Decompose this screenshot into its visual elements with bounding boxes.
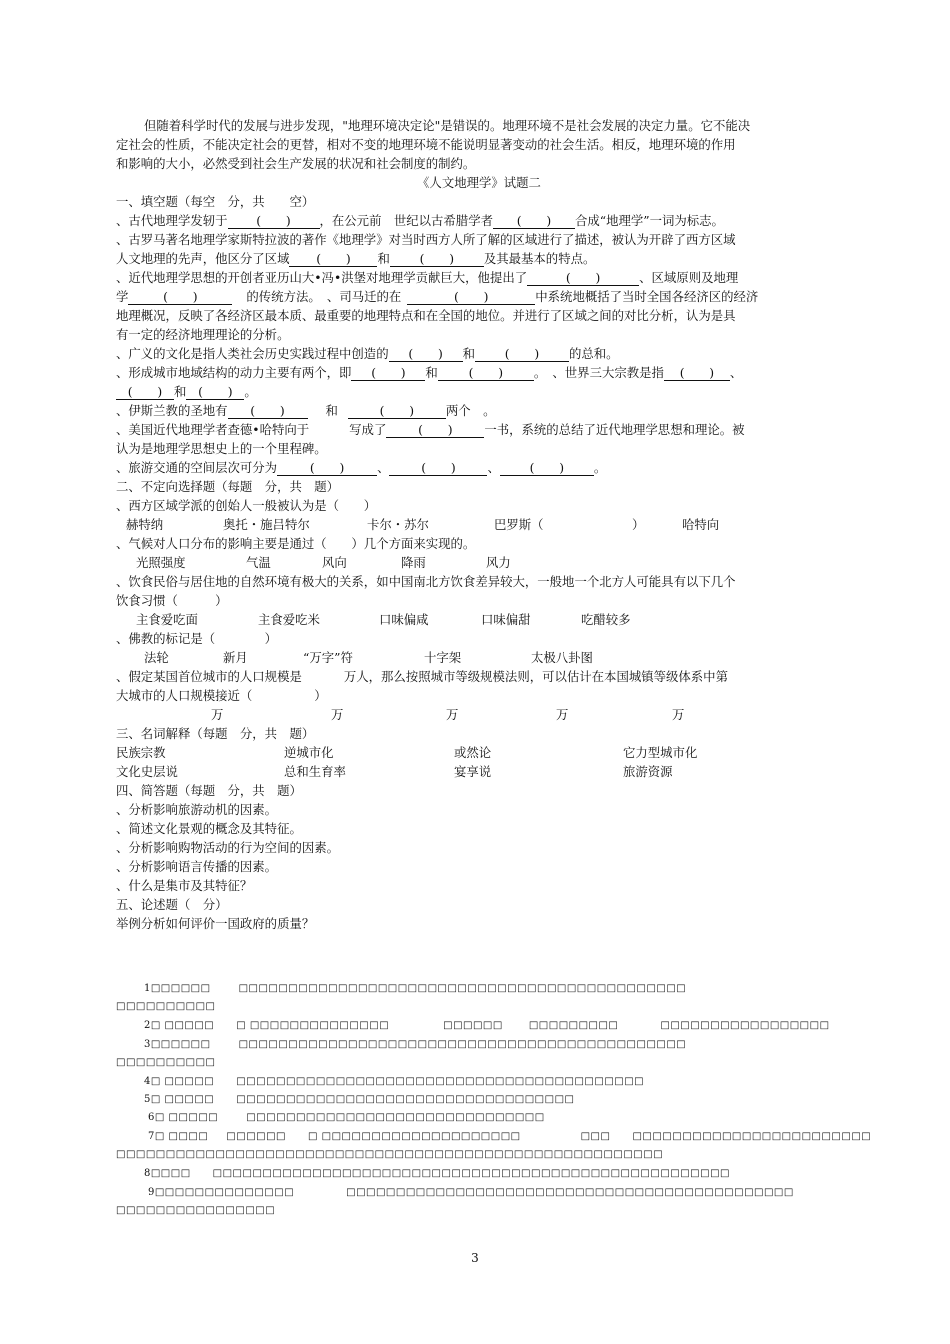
fill-question-8: 、旅游交通的空间层次可分为 ( ) 、 ( ) 、 ( ) 。 <box>116 460 607 475</box>
option[interactable]: 降雨 <box>401 555 426 570</box>
garbled-line-8: 6□ □□□□□ □□□□□□□□□□□□□□□□□□□□□□□□□□□□□□ <box>148 1112 545 1123</box>
short-answer-5: 、什么是集市及其特征？ <box>116 878 253 893</box>
answer-blank[interactable]: ( ) <box>289 251 377 267</box>
page-number: 3 <box>471 1251 479 1265</box>
answer-blank[interactable]: ( ) <box>407 289 535 305</box>
garbled-line-10: □□□□□□□□□□□□□□□□□□□□□□□□□□□□□□□□□□□□□□□□□□□□□□□□□□□□□□□ <box>116 1149 664 1160</box>
option[interactable]: “万字”符 <box>303 650 353 665</box>
answer-blank[interactable]: ( ) <box>389 460 487 476</box>
fill-question-3-line-4: 有一定的经济地理理论的分析。 <box>116 327 290 342</box>
choice-question-5-line-1: 、假定某国首位城市的人口规模是 万人，那么按照城市等级规模法则，可以估计在本国城镇等级体系中第 <box>116 669 728 684</box>
fill-question-3-line-3: 地理概况，反映了各经济区最本质、最重要的地理特点和在全国的地位。并进行了区域之间的对比分析，认为是具 <box>116 308 736 323</box>
option[interactable]: 万 <box>211 707 224 722</box>
choice-question-3-line-1: 、饮食民俗与居住地的自然环境有极大的关系，如中国南北方饮食差异较大，一般地一个北方人可能具有以下几个 <box>116 574 736 589</box>
answer-blank[interactable]: ( ) <box>389 346 463 362</box>
section-3-heading: 三、名词解释（每题 分，共 题） <box>116 726 315 741</box>
option[interactable]: 法轮 <box>144 650 169 665</box>
answer-blank[interactable]: ( ) <box>438 365 534 381</box>
choice-question-4: 、佛教的标记是（ ） <box>116 631 278 646</box>
term: 文化史层说 <box>116 764 178 779</box>
section-1-heading: 一、填空题（每空 分，共 空） <box>116 194 315 209</box>
garbled-line-3: 2□ □□□□□ □ □□□□□□□□□□□□□□ □□□□□□ □□□□□□□□□ □□□□□□□□□□□□□□□□□ <box>144 1020 830 1031</box>
garbled-line-9: 7□ □□□□ □□□□□□ □ □□□□□□□□□□□□□□□□□□□□ □□□ □□□□□□□□□□□□□□□□□□□□□□□□ <box>148 1131 872 1142</box>
section-5-heading: 五、论述题（ 分） <box>116 897 228 912</box>
option[interactable]: 主食爱吃米 <box>258 612 320 627</box>
short-answer-4: 、分析影响语言传播的因素。 <box>116 859 278 874</box>
garbled-line-5: □□□□□□□□□□ <box>116 1057 216 1068</box>
fill-question-5-line-2: ( ) 和 ( ) 。 <box>116 383 257 401</box>
answer-blank[interactable]: ( ) <box>128 289 232 305</box>
garbled-line-11: 8□□□□ □□□□□□□□□□□□□□□□□□□□□□□□□□□□□□□□□□□□□□□□□□□□□□□□□□□□ <box>144 1168 730 1179</box>
garbled-line-2: □□□□□□□□□□ <box>116 1001 216 1012</box>
fill-question-7-line-1: 、美国近代地理学者查德•哈特向于 写成了 ( ) 一书，系统的总结了近代地理学思想和理论。被 <box>116 422 745 437</box>
section-2-heading: 二、不定向选择题（每题 分，共 题） <box>116 479 340 494</box>
option[interactable]: 万 <box>446 707 459 722</box>
answer-blank[interactable]: ( ) <box>228 213 320 229</box>
garbled-line-6: 4□ □□□□□ □□□□□□□□□□□□□□□□□□□□□□□□□□□□□□□□□□□□□□□□□ <box>144 1076 645 1087</box>
intro-line-2: 定社会的性质，不能决定社会的更替，相对不变的地理环境不能说明显著变动的社会生活。相反，地理环境的作用 <box>116 137 736 152</box>
option[interactable]: 卡尔・苏尔 <box>367 517 429 532</box>
option[interactable]: 风力 <box>486 555 511 570</box>
fill-question-4: 、广义的文化是指人类社会历史实践过程中创造的 ( ) 和 ( ) 的总和。 <box>116 346 619 361</box>
garbled-line-12: 9□□□□□□□□□□□□□□ □□□□□□□□□□□□□□□□□□□□□□□□□□□□□□□□□□□□□□□□□□□□□ <box>148 1187 794 1198</box>
intro-line-3: 和影响的大小，必然受到社会生产发展的状况和社会制度的制约。 <box>116 156 476 171</box>
option[interactable]: 主食爱吃面 <box>136 612 198 627</box>
short-answer-3: 、分析影响购物活动的行为空间的因素。 <box>116 840 340 855</box>
option[interactable]: 太极八卦图 <box>531 650 593 665</box>
choice-question-3-line-2: 饮食习惯（ ） <box>116 593 228 608</box>
choice-question-5-line-2: 大城市的人口规模接近（ ） <box>116 688 327 703</box>
option[interactable]: 十字架 <box>424 650 462 665</box>
answer-blank[interactable]: ( ) <box>390 251 484 267</box>
answer-blank[interactable]: ( ) <box>386 422 484 438</box>
option[interactable]: 哈特向 <box>682 517 720 532</box>
garbled-line-1: 1□□□□□□ □□□□□□□□□□□□□□□□□□□□□□□□□□□□□□□□□□□□□□□□□□□□□ <box>144 983 687 994</box>
option[interactable]: 巴罗斯（ <box>494 517 544 532</box>
garbled-line-13: □□□□□□□□□□□□□□□□ <box>116 1205 276 1216</box>
answer-blank[interactable]: ( ) <box>116 384 174 400</box>
fill-question-3-line-1: 、近代地理学思想的开创者亚历山大•冯•洪堡对地理学贡献巨大，他提出了 ( ) 、区域原则及地理 <box>116 270 739 285</box>
exam-title: 《人文地理学》试题二 <box>417 175 541 190</box>
term: 总和生育率 <box>284 764 346 779</box>
term: 它力型城市化 <box>623 745 698 760</box>
answer-blank[interactable]: ( ) <box>228 403 308 419</box>
option[interactable]: 吃醋较多 <box>581 612 631 627</box>
answer-blank[interactable]: ( ) <box>527 270 639 286</box>
answer-blank[interactable]: ( ) <box>664 365 730 381</box>
fill-question-2-line-1: 、古罗马著名地理学家斯特拉波的著作《地理学》对当时西方人所了解的区域进行了描述，被认为开辟了西方区域 <box>116 232 736 247</box>
option[interactable]: 万 <box>556 707 569 722</box>
answer-blank[interactable]: ( ) <box>348 403 446 419</box>
option[interactable]: 赫特纳 <box>126 517 164 532</box>
term: 宴享说 <box>454 764 492 779</box>
fill-question-7-line-2: 认为是地理学思想史上的一个里程碑。 <box>116 441 327 456</box>
option[interactable]: 口味偏甜 <box>481 612 531 627</box>
answer-blank[interactable]: ( ) <box>277 460 377 476</box>
option[interactable]: 万 <box>672 707 685 722</box>
fill-question-3-line-2: 学 ( ) 的传统方法。 、司马迁的在 ( ) 中系统地概括了当时全国各经济区的经济 <box>116 289 759 304</box>
essay-question: 举例分析如何评价一国政府的质量？ <box>116 916 315 931</box>
answer-blank[interactable]: ( ) <box>186 384 244 400</box>
answer-blank[interactable]: ( ) <box>493 213 575 229</box>
option[interactable]: 新月 <box>223 650 248 665</box>
answer-blank[interactable]: ( ) <box>351 365 425 381</box>
section-4-heading: 四、简答题（每题 分，共 题） <box>116 783 302 798</box>
garbled-line-4: 3□□□□□□ □□□□□□□□□□□□□□□□□□□□□□□□□□□□□□□□□□□□□□□□□□□□□ <box>144 1039 687 1050</box>
option[interactable]: 气温 <box>246 555 271 570</box>
choice-question-2: 、气候对人口分布的影响主要是通过（ ）几个方面来实现的。 <box>116 536 476 551</box>
intro-line-1: 但随着科学时代的发展与进步发现，"地理环境决定论"是错误的。地理环境不是社会发展的决定力量。它不能决 <box>144 118 751 133</box>
choice-question-1: 、西方区域学派的创始人一般被认为是（ ） <box>116 498 377 513</box>
short-answer-1: 、分析影响旅游动机的因素。 <box>116 802 278 817</box>
option[interactable]: 奥托・施吕特尔 <box>223 517 310 532</box>
option[interactable]: 风向 <box>322 555 347 570</box>
fill-question-6: 、伊斯兰教的圣地有 ( ) 和 ( ) 两个 。 <box>116 403 496 418</box>
fill-question-1: 、古代地理学发轫于 ( ) ，在公元前 世纪以古希腊学者 ( ) 合成“地理学”一词为标志。 <box>116 213 724 228</box>
fill-question-5-line-1: 、形成城市地域结构的动力主要有两个，即 ( ) 和 ( ) 。 、世界三大宗教是指 ( ) 、 <box>116 365 743 380</box>
option-close: ） <box>632 517 645 532</box>
option[interactable]: 光照强度 <box>136 555 186 570</box>
garbled-line-7: 5□ □□□□□ □□□□□□□□□□□□□□□□□□□□□□□□□□□□□□□□□□ <box>144 1094 575 1105</box>
answer-blank[interactable]: ( ) <box>475 346 569 362</box>
option[interactable]: 万 <box>331 707 344 722</box>
term: 逆城市化 <box>284 745 334 760</box>
short-answer-2: 、简述文化景观的概念及其特征。 <box>116 821 302 836</box>
term: 或然论 <box>454 745 492 760</box>
term: 旅游资源 <box>623 764 673 779</box>
term: 民族宗教 <box>116 745 166 760</box>
fill-question-2-line-2: 人文地理的先声，他区分了区域 ( ) 和 ( ) 及其最基本的特点。 <box>116 251 596 266</box>
answer-blank[interactable]: ( ) <box>500 460 594 476</box>
option[interactable]: 口味偏咸 <box>379 612 429 627</box>
